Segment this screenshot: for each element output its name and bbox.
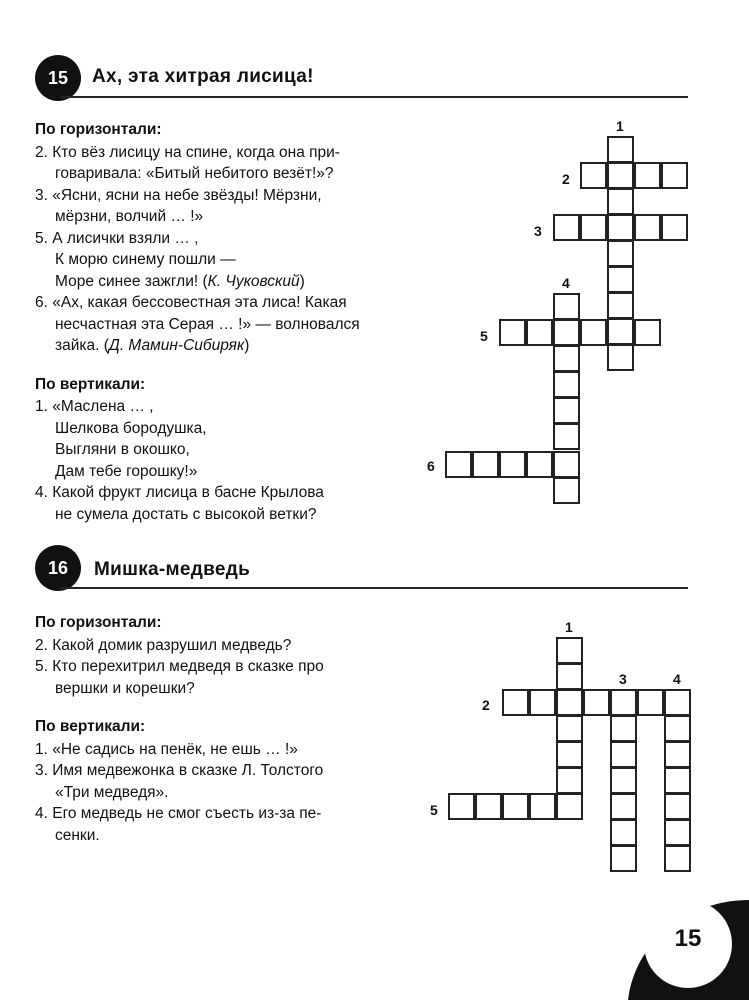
clue-h2-line2: говаривала: «Битый небитого везёт!»? — [55, 165, 334, 182]
clue-h2: 2. Какой домик разрушил медведь? — [35, 636, 292, 654]
clue-h6-text: зайка. ( — [55, 337, 109, 354]
clue-h2-line1: 2. Кто вёз лисицу на спине, когда она при- — [35, 143, 340, 161]
clue-v3-line1: 3. Имя медвежонка в сказке Л. Толстого — [35, 762, 324, 779]
grid16-number-3: 3 — [619, 671, 627, 687]
clue-h6-author: Д. Мамин-Сибиряк — [108, 337, 245, 354]
clue-h5-line1: 5. Кто перехитрил медведя в сказке про — [35, 658, 324, 675]
page-number: 15 — [674, 925, 702, 952]
section-15-number: 15 — [47, 67, 69, 88]
clue-v1-line4: Дам тебе горошку!» — [55, 462, 198, 480]
section-16-title: Мишка-медведь — [94, 559, 251, 580]
clue-h3-line2: мёрзни, волчий … !» — [55, 208, 204, 225]
clue-v4-line2: не сумела достать с высокой ветки? — [55, 505, 317, 523]
grid15-number-2: 2 — [562, 171, 570, 187]
clue-v1-line1: 1. «Маслена … , — [35, 398, 154, 415]
clue-v4-line2: сенки. — [55, 826, 100, 844]
clue-h5-author: К. Чуковский — [207, 272, 300, 290]
clue-v4-line1: 4. Какой фрукт лисица в басне Крылова — [35, 484, 324, 501]
section-16-number: 16 — [47, 557, 69, 578]
clue-h5-close: ) — [299, 272, 305, 290]
vertical-heading: По вертикали: — [35, 375, 146, 393]
section-15-title: Ах, эта хитрая лисица! — [92, 66, 314, 87]
clue-v3-line2: «Три медведя». — [55, 783, 169, 801]
grid15-number-5: 5 — [480, 328, 488, 344]
horizontal-heading: По горизонтали: — [35, 614, 162, 631]
grid15-number-6: 6 — [427, 458, 435, 474]
horizontal-heading: По горизонтали: — [35, 121, 162, 138]
vertical-heading: По вертикали: — [35, 718, 146, 735]
grid16-number-2: 2 — [482, 697, 490, 713]
clue-h3-line1: 3. «Ясни, ясни на небе звёзды! Мёрзни, — [35, 186, 322, 204]
clue-h6-close: ) — [244, 337, 250, 354]
clue-v1: 1. «Не садись на пенёк, не ешь … !» — [35, 740, 298, 758]
grid16-number-5: 5 — [430, 802, 438, 818]
grid15-number-1: 1 — [616, 118, 624, 134]
clue-v4-line1: 4. Его медведь не смог съесть из-за пе- — [35, 805, 322, 822]
clue-h6-line1: 6. «Ах, какая бессовестная эта лиса! Какая — [35, 294, 347, 311]
clue-h5-line2: вершки и корешки? — [55, 679, 195, 697]
grid15-number-3: 3 — [534, 223, 542, 239]
clue-h5-line2: К морю синему пошли — — [55, 251, 236, 268]
grid16-number-1: 1 — [565, 619, 573, 635]
clue-v1-line3: Выгляни в окошко, — [55, 441, 190, 458]
clue-h5-text: Море синее зажгли! ( — [55, 272, 208, 290]
clue-v1-line2: Шелкова бородушка, — [55, 419, 207, 437]
grid15-number-4: 4 — [562, 275, 570, 291]
grid16-number-4: 4 — [673, 671, 681, 687]
clue-h5-line1: 5. А лисички взяли … , — [35, 229, 199, 247]
clue-h6-line2: несчастная эта Серая … !» — волновался — [55, 315, 360, 333]
